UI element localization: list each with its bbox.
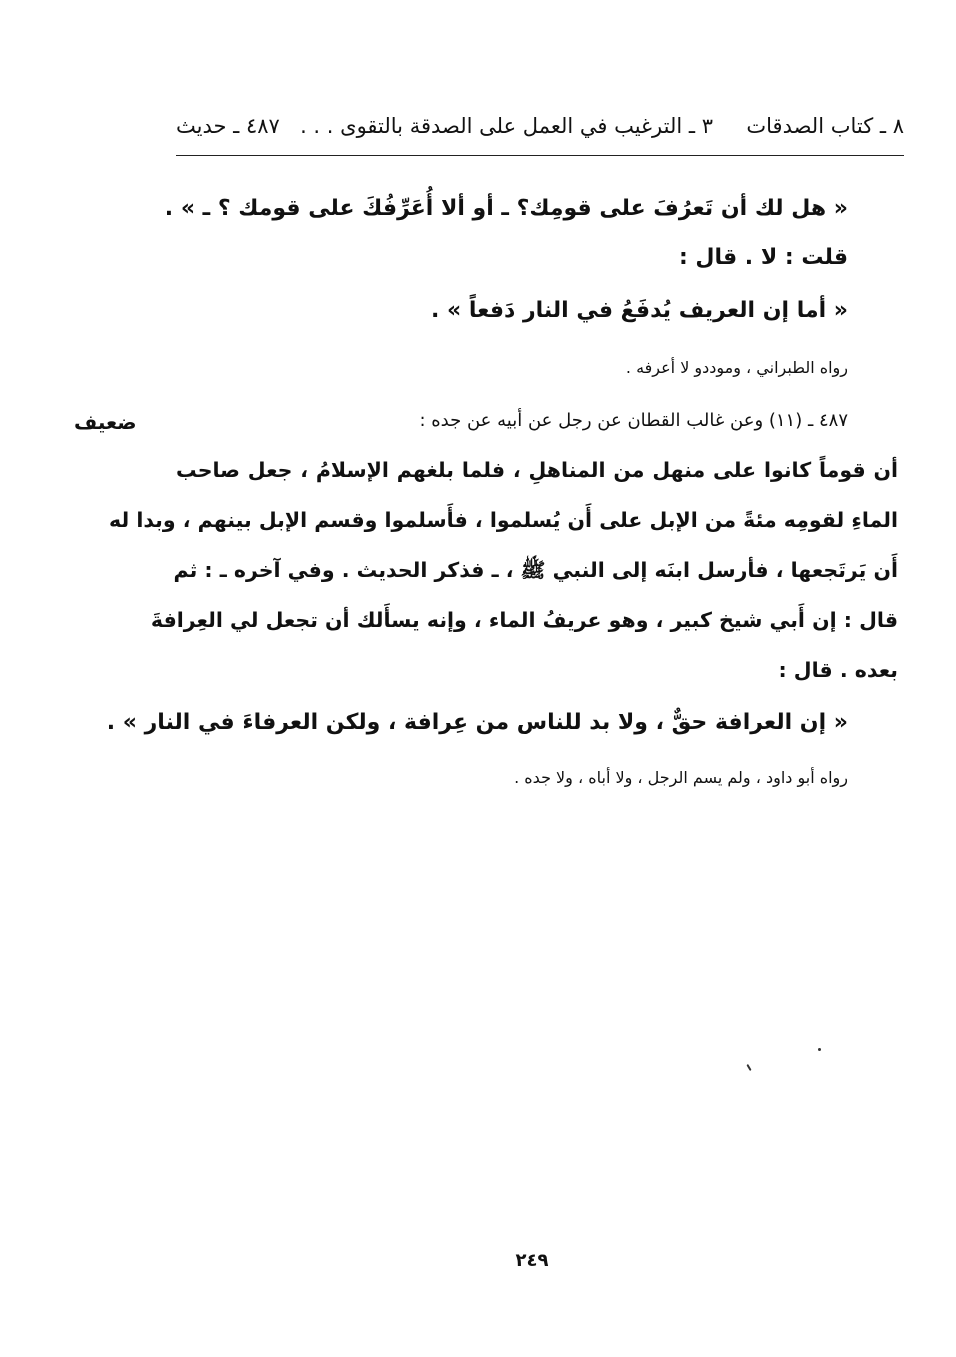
- hadith-body-line: أَن يَرتَجعها ، فأرسل ابنَه إلى النبي ﷺ ، ـ فذكر الحديث . وفي آخره ـ : ثم: [173, 558, 898, 582]
- hadith-body-line: أن قوماً كانوا على منهل من المناهلِ ، فلما بلغهم الإسلامُ ، جعل صاحب: [176, 458, 898, 482]
- source-note-abu-dawud: رواه أبو داود ، ولم يسم الرجل ، ولا أباه ، ولا جده .: [514, 768, 848, 787]
- hadith-grade: ضعيف: [74, 410, 137, 434]
- quote-question: « هل لك أن تَعرُفَ على قومِك؟ ـ أو ألا أُعَرِّفُكَ على قومك ؟ ـ » .: [164, 196, 848, 221]
- hadith-heading: ٤٨٧ ـ (١١) وعن غالب القطان عن رجل عن أبيه عن جده :: [419, 410, 848, 431]
- hadith-body-line: قال : إن أَبي شيخ كبير ، وهو عريفُ الماء ، وإنه يسأَلك أن تجعل لي العِرافةَ: [150, 608, 898, 632]
- header-hadith-number: ٤٨٧ ـ حديث: [176, 114, 280, 138]
- scan-speck: [818, 1048, 821, 1051]
- narrator-reply: قلت : لا . قال :: [678, 245, 848, 270]
- page-number: ٢٤٩: [515, 1250, 549, 1271]
- source-note-tabarani: رواه الطبراني ، وموددو لا أعرفه .: [625, 358, 848, 377]
- hadith-body-line: الماءِ لقومِه مئةً من الإبل على أَن يُسلموا ، فأَسلموا وقسم الإبل بينهم ، وبدا له: [109, 508, 898, 532]
- header-chapter-title: ٨ ـ كتاب الصدقات ٣ ـ الترغيب في العمل على الصدقة بالتقوى . . .: [300, 114, 904, 138]
- running-header: [176, 108, 904, 148]
- quote-arafa: « إن العرافة حقٌّ ، ولا بد للناس من عِرافة ، ولكن العرفاءَ في النار » .: [106, 710, 848, 735]
- scan-speck: [746, 1064, 751, 1071]
- hadith-body-last-line: بعده . قال :: [778, 658, 898, 682]
- header-divider: [176, 155, 904, 156]
- quote-arif-warning: « أما إن العريف يُدفَعُ في النار دَفعاً » .: [431, 298, 848, 323]
